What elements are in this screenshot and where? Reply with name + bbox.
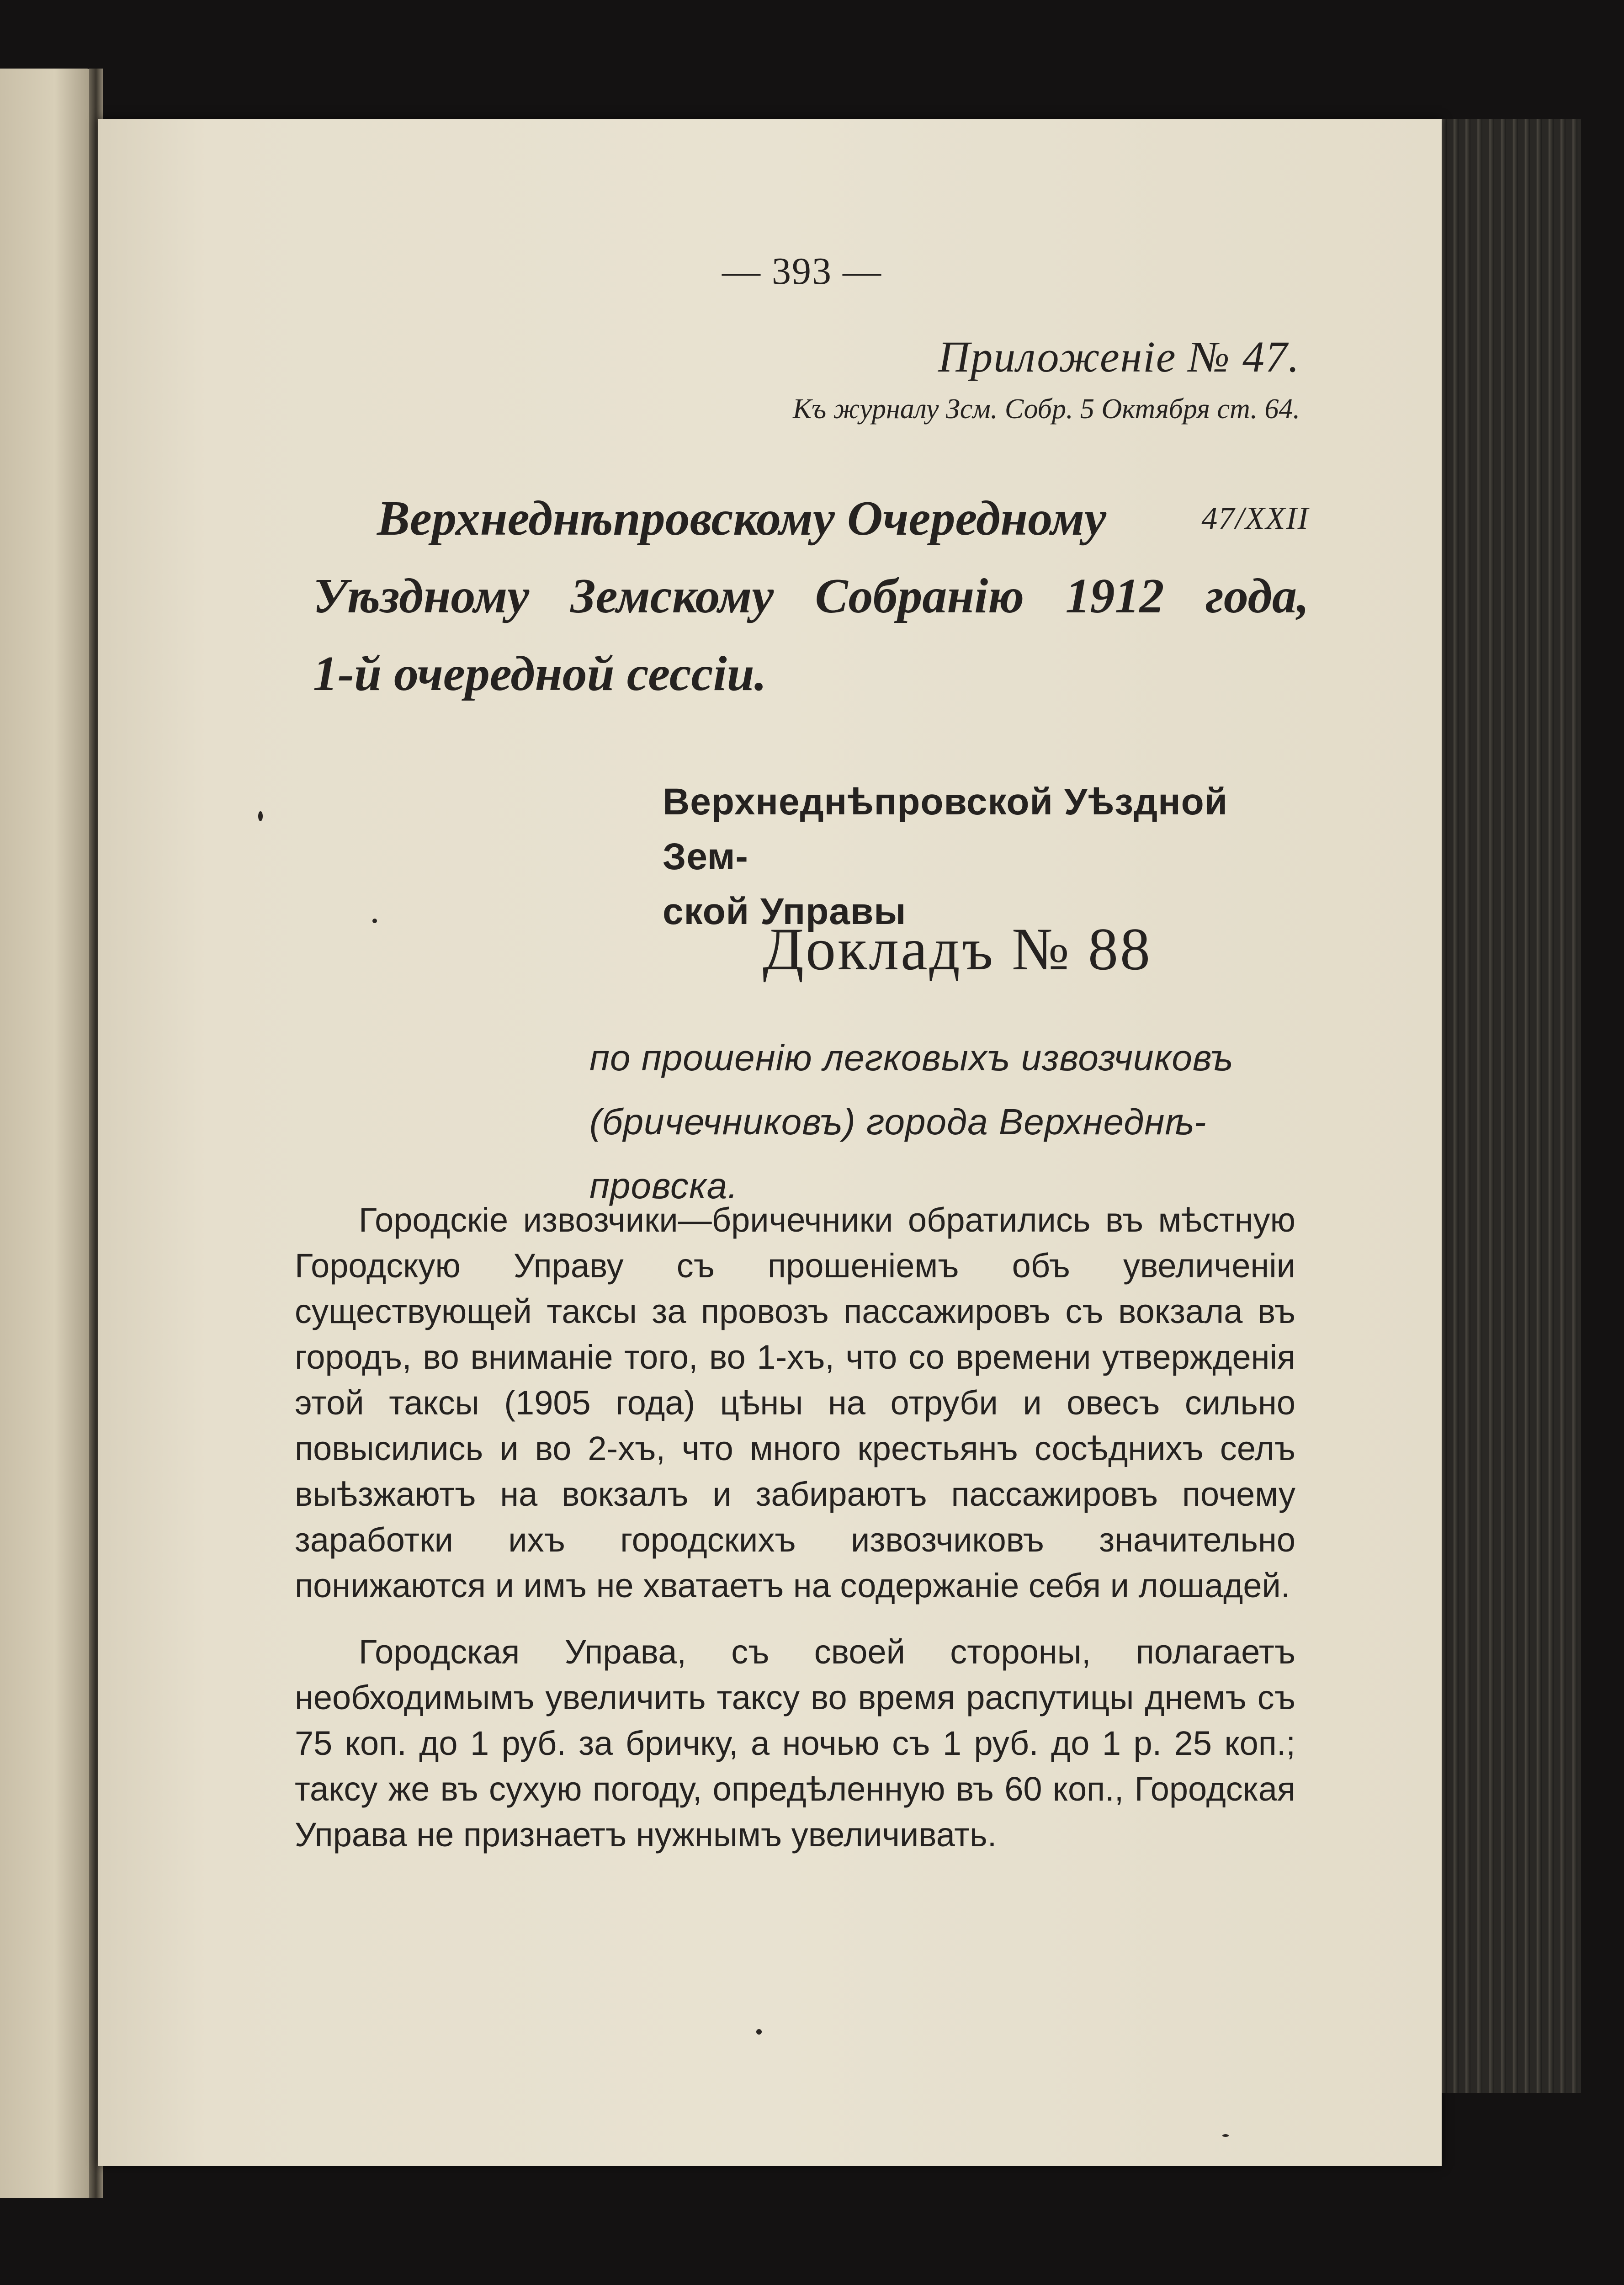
body-paragraph-2: Городская Управа, съ своей стороны, полагаетъ необходимымъ увеличить таксу во время распутицы днемъ съ 75 коп. до 1 руб. за бричку, а ночью съ 1 руб. до 1 р. 25 коп.; таксу же въ сухую погоду, опредѣленную въ 60 коп., Городская Управа не признаетъ нужнымъ увеличивать. bbox=[295, 1633, 1295, 1854]
body-paragraph-1: Городскiе извозчики—бричечники обратились въ мѣстную Городскую Управу съ прошенiемъ объ увеличенiи существующей таксы за провозъ пассажировъ съ вокзала въ городъ, во вниманiе того, во 1-хъ, что со времени утвержденiя этой таксы (1905 года) цѣны на отруби и овесъ сильно повысились и во 2-хъ, что много крестьянъ сосѣднихъ селъ выѣзжаютъ на вокзалъ и забираютъ пассажировъ почему заработки ихъ городскихъ извозчиковъ значительно понижаются и имъ не хватаетъ на содержанiе себя и лошадей. bbox=[295, 1201, 1295, 1605]
subject-line-1: по прошенiю легковыхъ извозчиковъ bbox=[589, 1037, 1234, 1078]
ink-speck bbox=[258, 811, 263, 821]
from-line-1: Верхнеднѣпровской Уѣздной Зем- bbox=[663, 781, 1228, 877]
ink-speck bbox=[756, 2029, 762, 2035]
ink-speck bbox=[1222, 2134, 1229, 2137]
addressee-heading bbox=[313, 480, 1309, 713]
addressee-line-2: Уѣздному Земскому Собранiю 1912 года, bbox=[313, 569, 1309, 623]
book-page bbox=[98, 119, 1442, 2166]
appendix-title: Приложенiе № 47. bbox=[938, 332, 1300, 381]
from-line-2: ской Управы bbox=[663, 891, 907, 932]
left-page-edge bbox=[0, 69, 91, 2198]
addressee-line-1: Верхнеднѣпровскому Очередному bbox=[377, 491, 1107, 546]
document-title: Докладъ № 88 bbox=[763, 915, 1152, 983]
margin-note: 47/XXII bbox=[1201, 501, 1309, 536]
appendix-reference: Къ журналу Зсм. Собр. 5 Октября ст. 64. bbox=[792, 393, 1300, 425]
page-number: — 393 — bbox=[722, 250, 882, 292]
subject-heading bbox=[589, 1026, 1284, 1218]
ink-speck bbox=[372, 919, 377, 923]
addressee-line-3: 1-й очередной сессiи. bbox=[313, 647, 767, 701]
body-text bbox=[295, 1197, 1295, 1878]
page-stack-edges bbox=[1435, 119, 1581, 2093]
subject-line-3: провска. bbox=[589, 1165, 738, 1206]
subject-line-2: (бричечниковъ) города Верхнеднѣ- bbox=[589, 1101, 1207, 1142]
